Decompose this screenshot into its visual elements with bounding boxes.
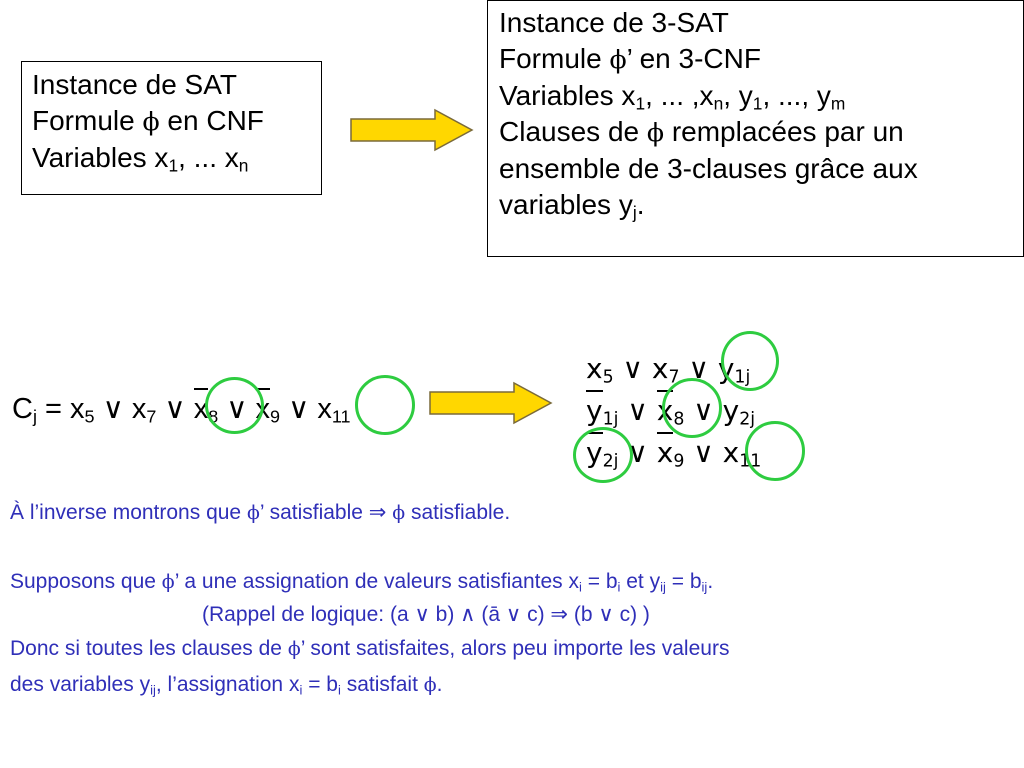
negated-y2j: y xyxy=(586,436,603,469)
expansion-row-1: $x_5$ ∨ $x_7$ ∨ $y_{1j}$ xyxy=(586,352,751,388)
highlight-circle-x8 xyxy=(205,377,264,434)
highlight-circle-y1j xyxy=(721,331,779,391)
threesat-variables: Variables $x_1$, ... $,x_n$, $y_1$, ..., $y_m$ xyxy=(499,80,846,114)
negated-x8: x xyxy=(193,393,209,425)
expansion-row-3: $y_{2j}$ ∨ $x_9$ ∨ $x_{11}$ xyxy=(586,436,762,472)
threesat-title: Instance de 3-SAT xyxy=(499,7,729,38)
highlight-circle-x8-expansion xyxy=(662,378,722,438)
threesat-formula: Formule ϕ’ en 3-CNF xyxy=(499,43,761,74)
threesat-clauses-line2: ensemble de 3-clauses grâce aux xyxy=(499,153,918,184)
highlight-circle-x11 xyxy=(355,375,415,435)
negated-x9-expansion: x xyxy=(656,436,674,469)
paragraph-logic-reminder: (Rappel de logique: (a ∨ b) ∧ (ā ∨ c) ⇒ (b ∨ c) ) xyxy=(202,603,650,626)
paragraph-inverse: À l’inverse montrons que ϕ’ satisfiable ⇒ ϕ satisfiable. xyxy=(10,501,511,524)
expansion-row-2: $y_{1j}$ ∨ $x_8$ ∨ $y_{2j}$ xyxy=(586,394,756,430)
paragraph-suppose: Supposons que ϕ’ a une assignation de valeurs satisfiantes $x_i = b_i$ et $y_{ij} = b_{ij}$. xyxy=(10,570,714,595)
sat-formula: Formule ϕ en CNF xyxy=(32,105,264,136)
sat-title: Instance de SAT xyxy=(32,69,237,100)
paragraph-conclusion-line1: Donc si toutes les clauses de ϕ’ sont satisfaites, alors peu importe les valeurs xyxy=(10,637,730,660)
sat-instance-box xyxy=(21,61,322,195)
highlight-circle-y2j xyxy=(573,427,633,483)
transform-arrow-middle xyxy=(428,381,554,425)
threesat-clauses-line3: variables $y_j$. xyxy=(499,189,645,223)
threesat-clauses-line: Clauses de ϕ remplacées par un xyxy=(499,116,904,147)
transform-arrow-top xyxy=(349,108,475,152)
threesat-instance-box xyxy=(487,0,1024,257)
sat-variables: Variables $x_1$, ... $x_n$ xyxy=(32,142,249,176)
highlight-circle-x11-expansion xyxy=(745,421,805,481)
paragraph-conclusion-line2: des variables $y_{ij}$, l’assignation $x_i = b_i$ satisfait ϕ. xyxy=(10,673,443,698)
negated-x9: x xyxy=(255,393,271,425)
clause-cj-formula: $C_j = x_5$ ∨ $x_7$ ∨ $x_8$ ∨ $x_9$ ∨ $x_{11}$ xyxy=(12,393,351,427)
negated-y1j: y xyxy=(586,394,603,427)
negated-x8-expansion: x xyxy=(656,394,674,427)
